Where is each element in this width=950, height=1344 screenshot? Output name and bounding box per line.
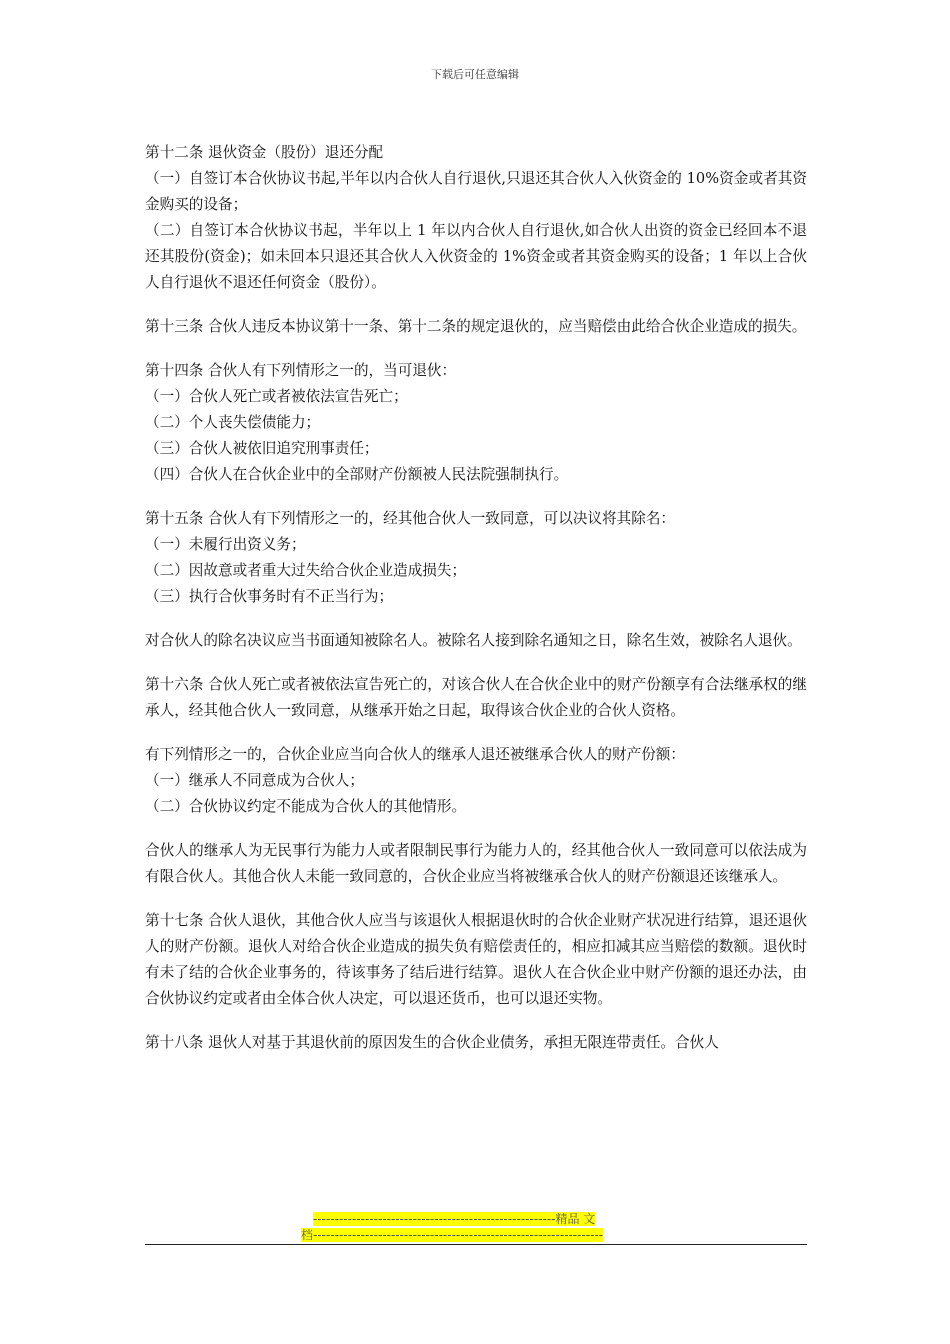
page-header: 下载后可任意编辑 <box>431 68 519 81</box>
paragraph: 第十三条 合伙人违反本协议第十一条、第十二条的规定退伙的，应当赔偿由此给合伙企业造成的损失。 <box>145 318 807 335</box>
paragraph: （二）个人丧失偿债能力； <box>145 414 321 431</box>
paragraph: 第十六条 合伙人死亡或者被依法宣告死亡的，对该合伙人在合伙企业中的财产份额享有合法继承权的继承人，经其他合伙人一致同意，从继承开始之日起，取得该合伙企业的合伙人资格。 <box>145 676 807 719</box>
paragraph-spacer <box>145 296 807 314</box>
paragraph: （四）合伙人在合伙企业中的全部财产份额被人民法院强制执行。 <box>145 466 569 483</box>
paragraph: （二）自签订本合伙协议书起，半年以上 1 年以内合伙人自行退伙,如合伙人出资的资金已经回本不退还其股份(资金)；如未回本只退还其合伙人入伙资金的 1%资金或者其资金购买的设备；1 年以上合伙人自行退伙不退还任何资金（股份）。 <box>145 222 807 291</box>
paragraph: 第十四条 合伙人有下列情形之一的，当可退伙： <box>145 362 457 379</box>
paragraph-spacer <box>145 1012 807 1030</box>
paragraph: 第十八条 退伙人对基于其退伙前的原因发生的合伙企业债务，承担无限连带责任。合伙人 <box>145 1034 719 1051</box>
document-body <box>145 140 807 1056</box>
paragraph: 第十二条 退伙资金（股份）退还分配 <box>145 144 384 161</box>
paragraph: （一）未履行出资义务； <box>145 536 306 553</box>
footer-line-2: 档------------------------------------------------------------------- <box>301 1228 604 1242</box>
paragraph: （三）执行合伙事务时有不正当行为； <box>145 588 394 605</box>
paragraph: （二）因故意或者重大过失给合伙企业造成损失； <box>145 562 467 579</box>
footer-line-1: --------------------------------------------------------精品 文 <box>313 1212 596 1226</box>
paragraph: 有下列情形之一的，合伙企业应当向合伙人的继承人退还被继承合伙人的财产份额： <box>145 746 685 763</box>
paragraph-spacer <box>145 820 807 838</box>
paragraph-spacer <box>145 654 807 672</box>
paragraph: 对合伙人的除名决议应当书面通知被除名人。被除名人接到除名通知之日，除名生效，被除名人退伙。 <box>145 632 802 649</box>
paragraph-spacer <box>145 724 807 742</box>
footer-divider <box>145 1244 807 1245</box>
paragraph: （二）合伙协议约定不能成为合伙人的其他情形。 <box>145 798 467 815</box>
paragraph-spacer <box>145 340 807 358</box>
paragraph-spacer <box>145 890 807 908</box>
paragraph: （一）合伙人死亡或者被依法宣告死亡； <box>145 388 408 405</box>
paragraph: （一）继承人不同意成为合伙人； <box>145 772 364 789</box>
paragraph-spacer <box>145 488 807 506</box>
paragraph: （三）合伙人被依旧追究刑事责任； <box>145 440 379 457</box>
paragraph: （一）自签订本合伙协议书起,半年以内合伙人自行退伙,只退还其合伙人入伙资金的 10%资金或者其资金购买的设备； <box>145 170 807 213</box>
paragraph: 第十五条 合伙人有下列情形之一的，经其他合伙人一致同意，可以决议将其除名： <box>145 510 676 527</box>
paragraph: 第十七条 合伙人退伙，其他合伙人应当与该退伙人根据退伙时的合伙企业财产状况进行结算，退还退伙人的财产份额。退伙人对给合伙企业造成的损失负有赔偿责任的，相应扣减其应当赔偿的数额。退伙时有未了结的合伙企业事务的，待该事务了结后进行结算。退伙人在合伙企业中财产份额的退还办法，由合伙协议约定或者由全体合伙人决定，可以退还货币，也可以退还实物。 <box>145 912 807 1007</box>
paragraph-spacer <box>145 610 807 628</box>
footer-watermark <box>145 1212 807 1246</box>
paragraph: 合伙人的继承人为无民事行为能力人或者限制民事行为能力人的，经其他合伙人一致同意可以依法成为有限合伙人。其他合伙人未能一致同意的，合伙企业应当将被继承合伙人的财产份额退还该继承人。 <box>145 842 807 885</box>
